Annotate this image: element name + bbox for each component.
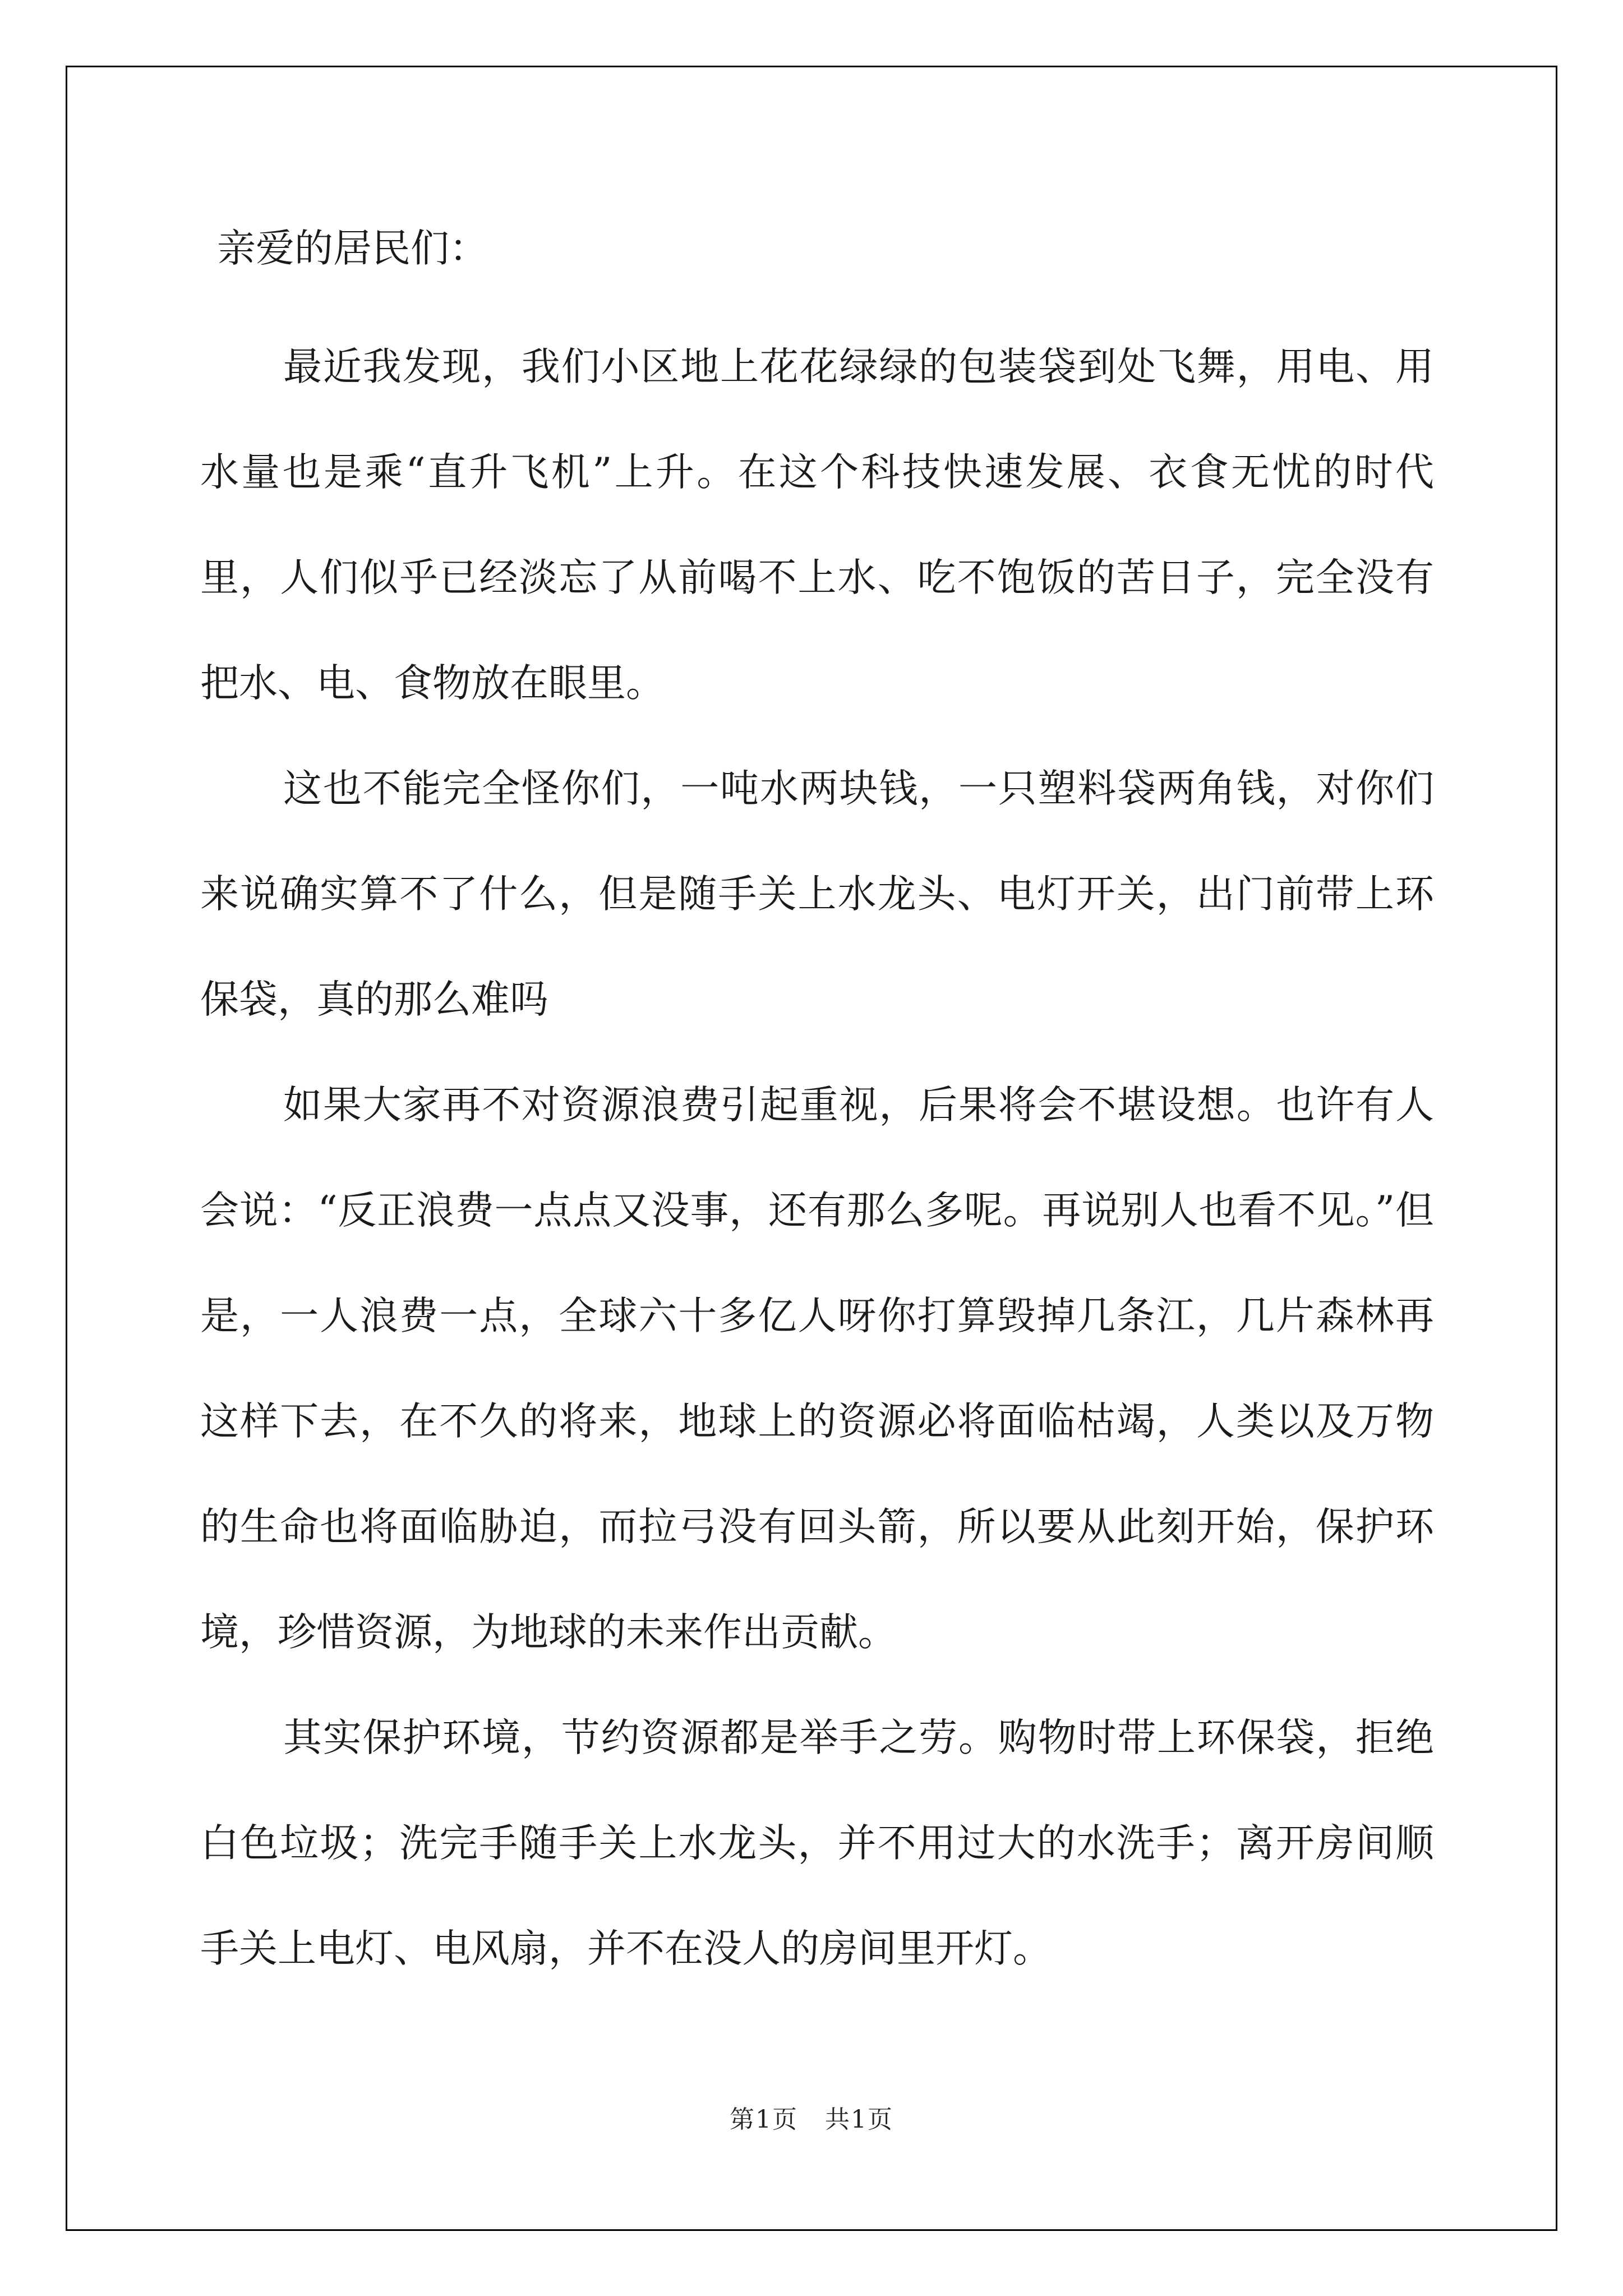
paragraph-1: 最近我发现，我们小区地上花花绿绿的包装袋到处飞舞，用电、用水量也是乘“直升飞机”上升。在这个科技快速发展、衣食无忧的时代里，人们似乎已经淡忘了从前喝不上水、吃不饱饭的苦日子，完全没有把水、电、食物放在眼里。	[200, 344, 1434, 706]
page-footer	[0, 2099, 1623, 2135]
page-number: 第1页	[730, 2105, 799, 2134]
page-total: 共1页	[824, 2105, 893, 2134]
document-body	[200, 208, 1434, 2001]
salutation: 亲爱的居民们：	[217, 226, 488, 271]
paragraph-4: 其实保护环境，节约资源都是举手之劳。购物时带上环保袋，拒绝白色垃圾；洗完手随手关上水龙头，并不用过大的水洗手；离开房间顺手关上电灯、电风扇，并不在没人的房间里开灯。	[200, 1715, 1434, 1971]
paragraph-3: 如果大家再不对资源浪费引起重视，后果将会不堪设想。也许有人会说：“反正浪费一点点又没事，还有那么多呢。再说别人也看不见。”但是，一人浪费一点，全球六十多亿人呀你打算毁掉几条江，几片森林再这样下去，在不久的将来，地球上的资源必将面临枯竭，人类以及万物的生命也将面临胁迫，而拉弓没有回头箭，所以要从此刻开始，保护环境，珍惜资源，为地球的未来作出贡献。	[200, 1083, 1434, 1655]
paragraph-2: 这也不能完全怪你们，一吨水两块钱，一只塑料袋两角钱，对你们来说确实算不了什么，但是随手关上水龙头、电灯开关，出门前带上环保袋，真的那么难吗	[200, 766, 1434, 1022]
